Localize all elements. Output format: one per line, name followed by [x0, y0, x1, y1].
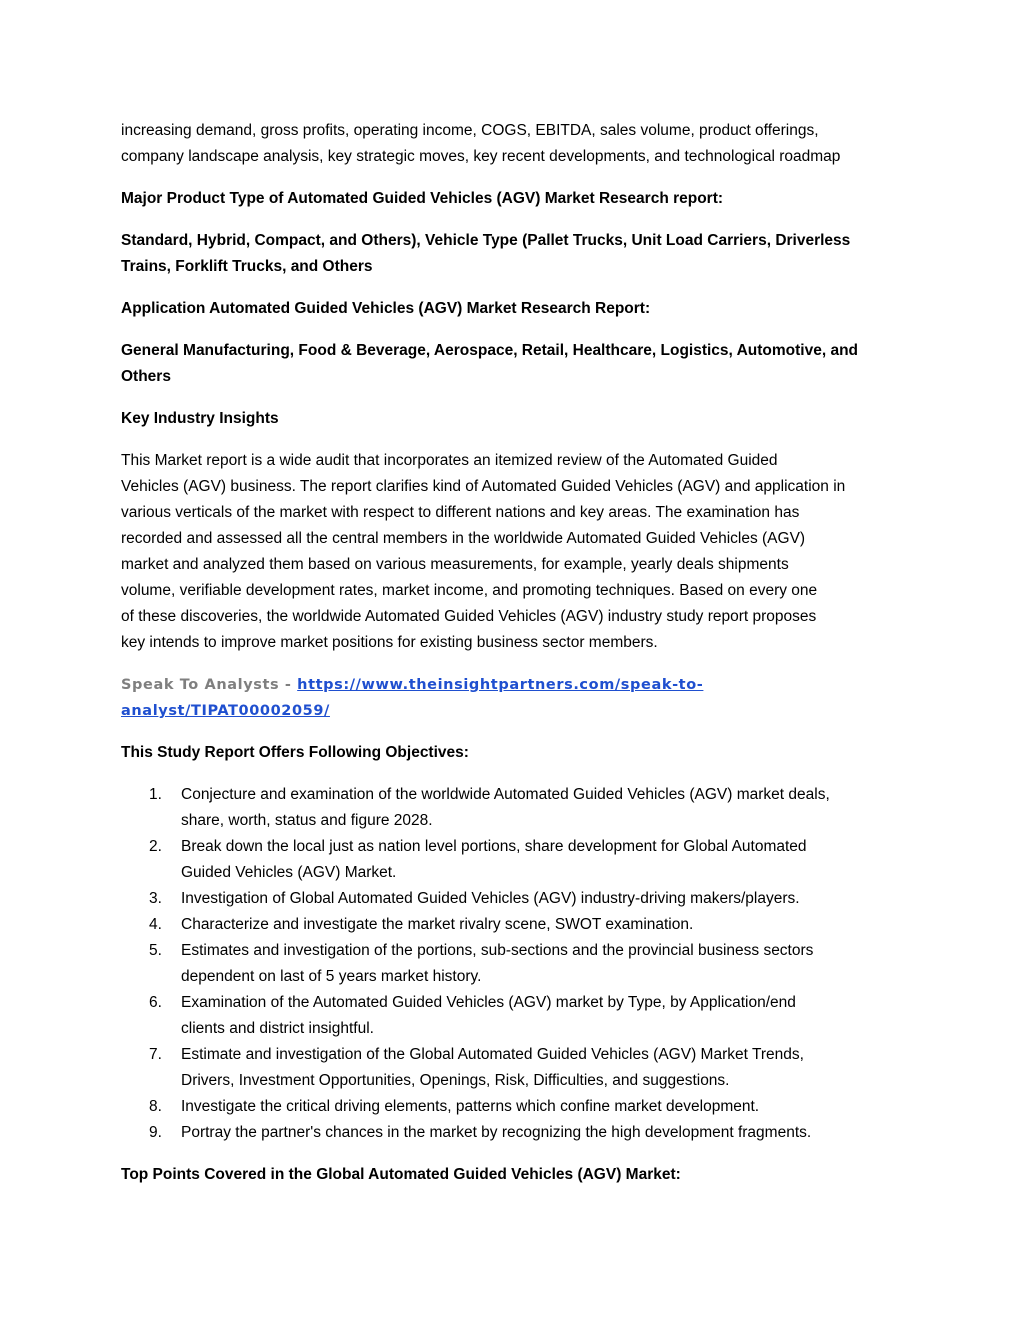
insights-paragraph — [121, 448, 907, 656]
insights-line: various verticals of the market with respect to different nations and key areas. The examination has — [121, 504, 800, 521]
list-item-line: Portray the partner's chances in the market by recognizing the high development fragments. — [181, 1124, 812, 1141]
list-item-line: clients and district insightful. — [181, 1020, 374, 1037]
list-number: 7. — [149, 1046, 162, 1063]
list-number: 5. — [149, 942, 162, 959]
objectives-list — [121, 782, 907, 1146]
insights-line: recorded and assessed all the central members in the worldwide Automated Guided Vehicles (AGV) — [121, 530, 806, 547]
list-item — [121, 1120, 907, 1146]
insights-line: Vehicles (AGV) business. The report clarifies kind of Automated Guided Vehicles (AGV) and application in — [121, 478, 846, 495]
list-item — [121, 886, 907, 912]
list-item — [121, 1042, 907, 1094]
product-type-line-1: Standard, Hybrid, Compact, and Others), Vehicle Type (Pallet Trucks, Unit Load Carriers, Driverless — [121, 232, 851, 249]
insights-line: volume, verifiable development rates, market income, and promoting techniques. Based on every one — [121, 582, 818, 599]
list-item-line: Break down the local just as nation level portions, share development for Global Automated — [181, 838, 807, 855]
list-item-line: dependent on last of 5 years market history. — [181, 968, 482, 985]
insights-line: market and analyzed them based on various measurements, for example, yearly deals shipments — [121, 556, 789, 573]
list-item — [121, 912, 907, 938]
application-heading: Application Automated Guided Vehicles (AGV) Market Research Report: — [121, 300, 651, 317]
product-type-list — [121, 228, 907, 280]
list-number: 2. — [149, 838, 162, 855]
list-item-line: Investigate the critical driving elements, patterns which confine market development. — [181, 1098, 760, 1115]
list-item — [121, 938, 907, 990]
insights-line: This Market report is a wide audit that incorporates an itemized review of the Automated Guided — [121, 452, 778, 469]
list-item — [121, 782, 907, 834]
list-number: 4. — [149, 916, 162, 933]
intro-paragraph — [121, 118, 907, 170]
list-item-line: Conjecture and examination of the worldwide Automated Guided Vehicles (AGV) market deals, — [181, 786, 830, 803]
analyst-link-part-1: https://www.theinsightpartners.com/speak-to- — [297, 677, 704, 693]
product-type-heading: Major Product Type of Automated Guided Vehicles (AGV) Market Research report: — [121, 190, 724, 207]
list-item-line: share, worth, status and figure 2028. — [181, 812, 433, 829]
list-item-line: Estimates and investigation of the portions, sub-sections and the provincial business sectors — [181, 942, 814, 959]
insights-line: of these discoveries, the worldwide Automated Guided Vehicles (AGV) industry study report proposes — [121, 608, 817, 625]
intro-line-2: company landscape analysis, key strategic moves, key recent developments, and technological roadmap — [121, 148, 841, 165]
list-number: 3. — [149, 890, 162, 907]
application-list — [121, 338, 907, 390]
list-number: 8. — [149, 1098, 162, 1115]
list-item-line: Characterize and investigate the market rivalry scene, SWOT examination. — [181, 916, 694, 933]
list-number: 6. — [149, 994, 162, 1011]
list-number: 1. — [149, 786, 162, 803]
insights-heading: Key Industry Insights — [121, 410, 279, 427]
application-line-2: Others — [121, 368, 171, 385]
objectives-heading: This Study Report Offers Following Objectives: — [121, 744, 469, 761]
application-line-1: General Manufacturing, Food & Beverage, Aerospace, Retail, Healthcare, Logistics, Automotive, and — [121, 342, 858, 359]
list-item-line: Investigation of Global Automated Guided Vehicles (AGV) industry-driving makers/players. — [181, 890, 800, 907]
speak-to-analysts — [121, 672, 907, 724]
list-item-line: Examination of the Automated Guided Vehicles (AGV) market by Type, by Application/end — [181, 994, 796, 1011]
list-item-line: Guided Vehicles (AGV) Market. — [181, 864, 397, 881]
list-item — [121, 1094, 907, 1120]
document-page — [121, 118, 907, 1204]
list-number: 9. — [149, 1124, 162, 1141]
top-points-heading: Top Points Covered in the Global Automated Guided Vehicles (AGV) Market: — [121, 1166, 681, 1183]
list-item-line: Estimate and investigation of the Global Automated Guided Vehicles (AGV) Market Trends, — [181, 1046, 804, 1063]
speak-label: Speak To Analysts - — [121, 677, 298, 693]
insights-line: key intends to improve market positions for existing business sector members. — [121, 634, 658, 651]
intro-line-1: increasing demand, gross profits, operating income, COGS, EBITDA, sales volume, product offerings, — [121, 122, 819, 139]
analyst-link-part-2: analyst/TIPAT00002059/ — [121, 703, 330, 719]
product-type-line-2: Trains, Forklift Trucks, and Others — [121, 258, 373, 275]
list-item — [121, 990, 907, 1042]
list-item — [121, 834, 907, 886]
list-item-line: Drivers, Investment Opportunities, Openings, Risk, Difficulties, and suggestions. — [181, 1072, 730, 1089]
